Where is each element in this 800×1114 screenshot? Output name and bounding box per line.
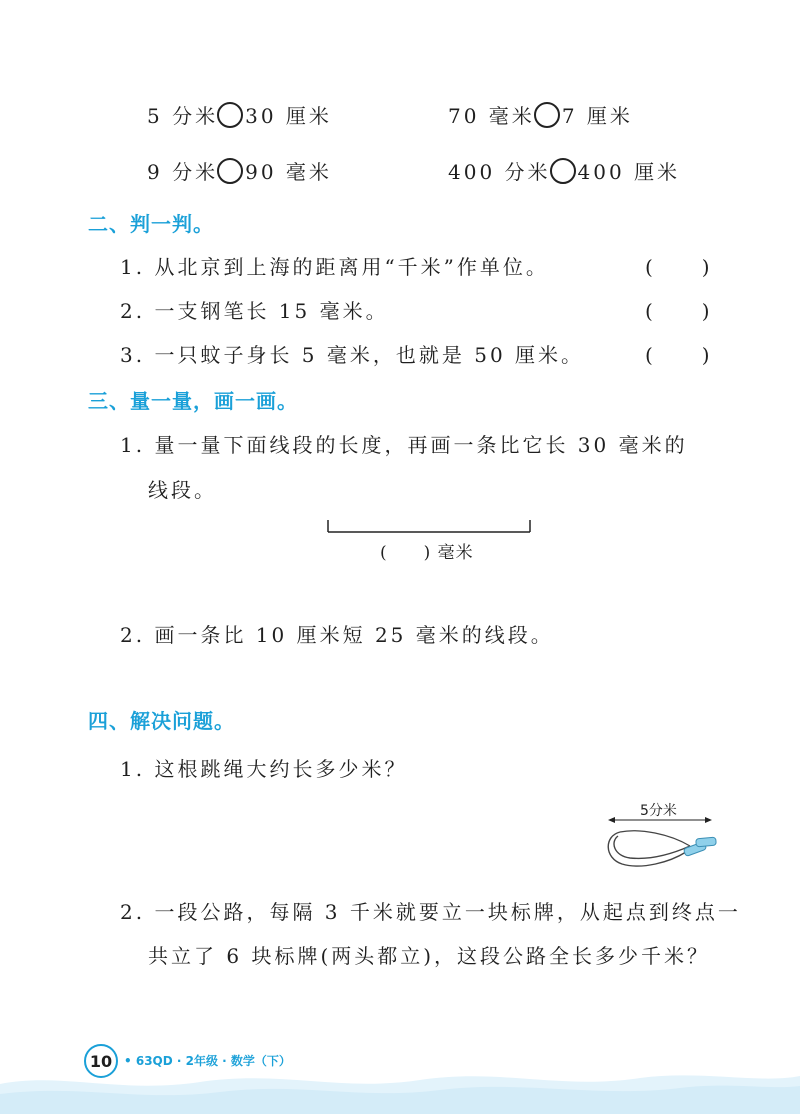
comparison-right: 90 毫米 [245,160,332,184]
judge-answer-1[interactable]: ( ) [645,255,713,279]
comparison-3 [147,156,332,185]
comparison-1 [147,100,332,129]
segment-length-label[interactable]: ( ) 毫米 [380,543,474,563]
jump-rope-icon [600,812,720,874]
judge-item-2: 2. 一支钢笔长 15 毫米。 [120,299,389,323]
draw-question: 2. 画一条比 10 厘米短 25 毫米的线段。 [120,623,554,647]
judge-item-1: 1. 从北京到上海的距离用“千米”作单位。 [120,255,549,279]
judge-answer-3[interactable]: ( ) [645,343,713,367]
section-2-title: 二、判一判。 [88,212,214,236]
section-4-title: 四、解决问题。 [88,709,235,733]
rope-length-label: 5分米 [640,803,677,819]
judge-item-3: 3. 一只蚊子身长 5 毫米，也就是 50 厘米。 [120,343,585,367]
section-3-title: 三、量一量，画一画。 [88,389,298,413]
comparison-left: 9 分米 [147,160,219,184]
comparison-right: 30 厘米 [245,104,332,128]
problem-1: 1. 这根跳绳大约长多少米？ [120,757,408,781]
comparison-left: 70 毫米 [448,104,535,128]
comparison-2 [448,100,633,129]
page-number: 10 [84,1044,118,1078]
comparison-left: 400 分米 [448,160,551,184]
comparison-4 [448,156,680,185]
comparison-right: 7 厘米 [561,104,633,128]
problem-2-line1: 2. 一段公路，每隔 3 千米就要立一块标牌，从起点到终点一 [120,900,741,924]
book-info: • 63QD · 2年级 · 数学（下） [124,1054,291,1068]
answer-circle[interactable] [534,102,560,128]
footer-wave [0,1054,800,1114]
judge-answer-2[interactable]: ( ) [645,299,713,323]
answer-circle[interactable] [550,158,576,184]
comparison-right: 400 厘米 [577,160,681,184]
measure-question-line1: 1. 量一量下面线段的长度，再画一条比它长 30 毫米的 [120,433,688,457]
comparison-left: 5 分米 [147,104,219,128]
measure-question-line2: 线段。 [148,478,217,502]
answer-circle[interactable] [217,158,243,184]
line-segment [326,518,534,534]
problem-2-line2: 共立了 6 块标牌(两头都立)，这段公路全长多少千米？ [148,944,711,968]
answer-circle[interactable] [217,102,243,128]
